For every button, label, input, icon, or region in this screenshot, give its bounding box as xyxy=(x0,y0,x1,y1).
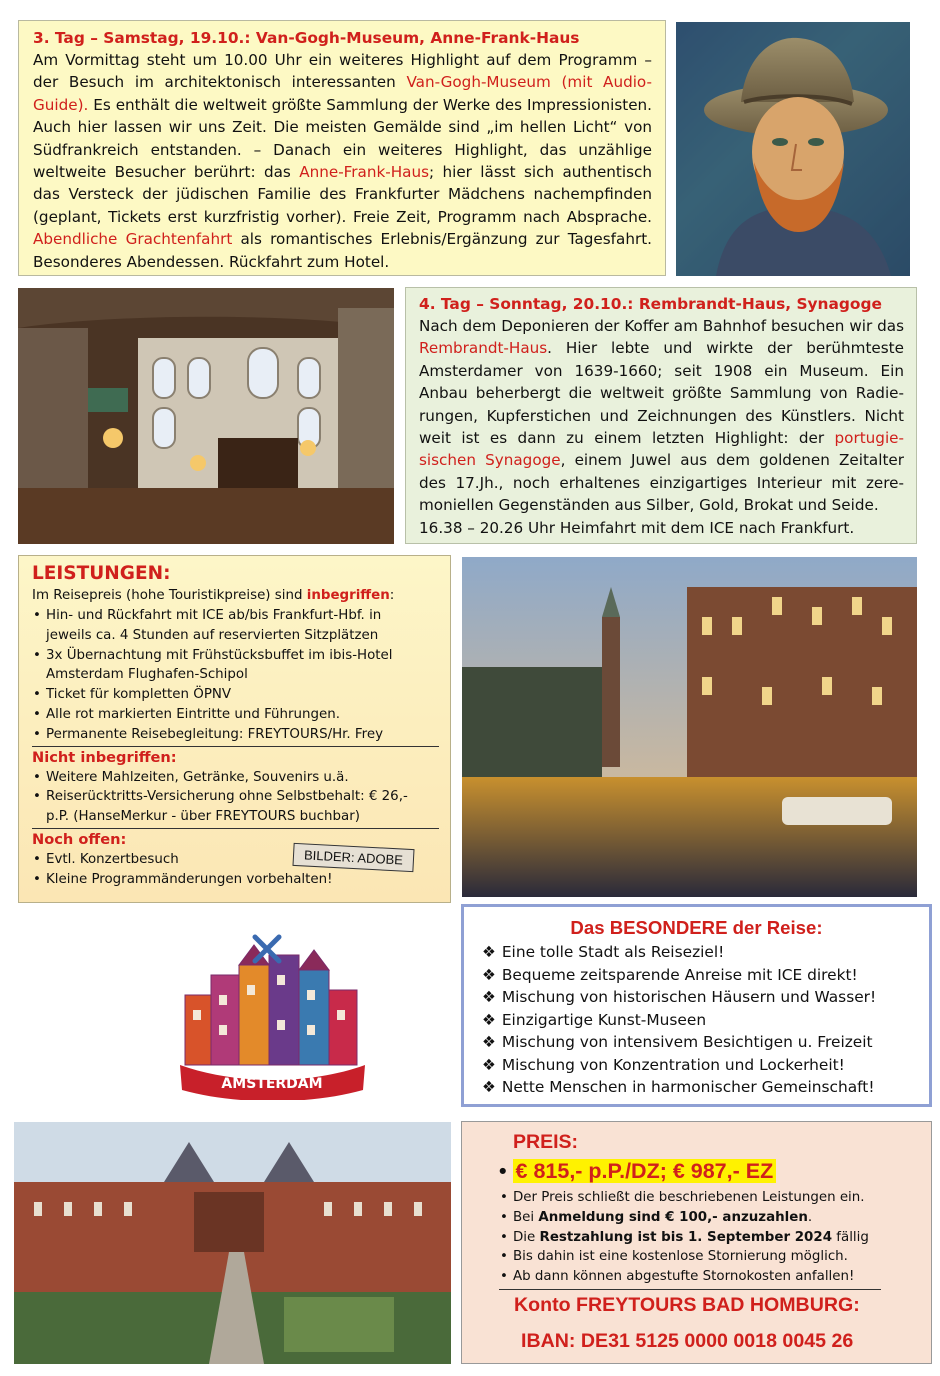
day4-highlight-rembrandt: Rembrandt-Haus xyxy=(419,339,548,358)
list-item xyxy=(482,941,929,964)
list-item-text: Bequeme zeitsparende Anreise mit ICE direkt! xyxy=(501,965,858,984)
list-item: • Evtl. Konzertbesuch xyxy=(32,850,440,870)
list-item-text: . xyxy=(807,1209,813,1225)
list-item: • Ticket für kompletten ÖPNV xyxy=(32,685,412,705)
diamond-bullet-icon: ❖ xyxy=(482,965,496,984)
day3-text-part: Am Vormittag steht um 10.00 Uhr ein weiteres Highlight auf dem Programm – der Besuch im architektonisch interessanten xyxy=(33,51,652,92)
diamond-bullet-icon: ❖ xyxy=(482,1055,496,1074)
list-item-text: Eine tolle Stadt als Reiseziel! xyxy=(501,943,725,961)
amsterdam-logo-svg xyxy=(175,925,370,1100)
list-item xyxy=(499,1267,931,1287)
day3-highlight-anne-frank: Anne-Frank-Haus xyxy=(299,163,430,182)
list-item: • Weitere Mahlzeiten, Getränke, Souvenirs u.ä. xyxy=(32,768,432,788)
day4-title: 4. Tag – Sonntag, 20.10.: Rembrandt-Haus, Synagoge xyxy=(419,295,882,313)
bullet-icon: • xyxy=(499,1159,507,1183)
list-item-bold: Restzahlung ist bis 1. September 2024 xyxy=(539,1229,833,1245)
list-item-text: Bei xyxy=(513,1209,539,1225)
day3-box xyxy=(18,20,666,276)
diamond-bullet-icon: ❖ xyxy=(482,988,496,1006)
besondere-title: Das BESONDERE der Reise: xyxy=(570,917,823,938)
list-item xyxy=(482,1009,929,1032)
list-item: • Permanente Reisebegleitung: FREYTOURS/Hr. Frey xyxy=(32,725,412,745)
day3-text-part: als romantisches Erlebnis/Ergänzung zur Tagesfahrt. Besonderes Abendessen. Rückfahrt zum Hotel. xyxy=(33,230,652,271)
list-item: • Kleine Programmänderungen vorbehalten! xyxy=(32,870,440,890)
list-item-text: Die xyxy=(513,1229,540,1245)
preis-list xyxy=(499,1188,931,1287)
amsterdam-logo-text: AMSTERDAM xyxy=(221,1076,323,1092)
list-item-text: Ab dann können abgestufte Stornokosten anfallen! xyxy=(513,1269,855,1285)
day4-highlight-synagoge: portugiesischen Synagoge xyxy=(419,429,904,470)
day3-text-part: ; hier lässt sich authentisch das Versteck der jüdischen Familie des Frankfurter Mädchens nachempfinden (geplant, Tickets erst kurzfristig vorher). Freie Zeit, Programm nach Absprache. xyxy=(33,163,652,226)
synagogue-svg xyxy=(18,288,394,544)
not-included-list xyxy=(32,768,432,827)
iban: IBAN: DE31 5125 0000 0018 0045 26 xyxy=(521,1329,854,1352)
diamond-bullet-icon: ❖ xyxy=(482,943,496,961)
besondere-box xyxy=(461,904,932,1107)
day3-highlight-van-gogh: Van-Gogh-Museum (mit Audio-Guide). xyxy=(33,73,652,114)
leistungen-intro-bold: inbegriffen xyxy=(306,588,390,603)
van-gogh-portrait-image xyxy=(676,22,910,276)
list-item xyxy=(499,1247,931,1267)
list-item-text: Einzigartige Kunst-Museen xyxy=(501,1010,707,1029)
day3-text-part: Es enthält die weltweit größte Sammlung der Werke des Impressionisten. Auch hier lassen wir uns Zeit. Die meisten Gemälde sind „im hellen Licht“ von Südfrankreich entstanden. – Danach ein weiteres Highlight, das unzählige weltweite Besucher berührt: das xyxy=(33,95,652,182)
leistungen-intro-text: Im Reisepreis (hohe Touristikpreise) sind xyxy=(32,588,307,603)
divider xyxy=(499,1289,881,1290)
list-item xyxy=(499,1228,931,1248)
open-title: Noch offen: xyxy=(32,830,127,848)
diamond-bullet-icon: ❖ xyxy=(482,1033,496,1051)
leistungen-intro-colon: : xyxy=(389,588,395,603)
list-item xyxy=(499,1208,931,1228)
list-item-text: fällig xyxy=(832,1229,869,1245)
price-main-text: € 815,- p.P./DZ; € 987,- EZ xyxy=(513,1159,777,1183)
list-item xyxy=(482,986,929,1009)
list-item-bold: Anmeldung sind € 100,- anzuzahlen xyxy=(538,1209,808,1225)
day3-text xyxy=(33,49,652,273)
day4-text-part: Nach dem Deponieren der Koffer am Bahnhof besuchen wir das xyxy=(419,317,904,335)
list-item-text: Nette Menschen in harmonischer Gemeinschaft! xyxy=(501,1078,875,1096)
list-item: • 3x Übernachtung mit Frühstücksbuffet im ibis-Hotel Amsterdam Flughafen-Schipol xyxy=(32,646,412,686)
day3-highlight-grachtenfahrt: Abendliche Grachtenfahrt xyxy=(33,230,233,249)
amsterdam-logo xyxy=(175,925,370,1100)
day4-text xyxy=(419,315,904,517)
list-item-text: Mischung von intensivem Besichtigen u. Freizeit xyxy=(501,1033,873,1051)
list-item-text: Bis dahin ist eine kostenlose Stornierung möglich. xyxy=(513,1249,848,1265)
konto-title: Konto FREYTOURS BAD HOMBURG: xyxy=(514,1293,860,1316)
leistungen-box xyxy=(18,555,451,903)
day4-box xyxy=(405,287,917,544)
list-item xyxy=(482,964,929,987)
day4-text-part: , einem Juwel aus dem goldenen Zeitalter des 17.Jh., noch erhaltenes einzigartiges Interieur mit zeremoniellen Gegenständen aus Silber, Gold, Brokat und Seide. xyxy=(419,451,905,515)
leistungen-intro xyxy=(32,586,440,606)
preis-box xyxy=(461,1121,932,1364)
rijksmuseum-svg xyxy=(14,1122,451,1364)
amsterdam-canal-image xyxy=(462,557,917,897)
price-main xyxy=(499,1156,931,1186)
besondere-list xyxy=(482,941,929,1099)
leistungen-title: LEISTUNGEN: xyxy=(32,563,171,584)
van-gogh-portrait-svg xyxy=(676,22,910,276)
list-item-text: Der Preis schließt die beschriebenen Leistungen ein. xyxy=(513,1190,865,1205)
day3-title: 3. Tag – Samstag, 19.10.: Van-Gogh-Museum, Anne-Frank-Haus xyxy=(33,29,580,47)
list-item-text: Mischung von historischen Häusern und Wasser! xyxy=(501,988,877,1006)
not-included-title: Nicht inbegriffen: xyxy=(32,748,177,766)
day4-return-trip: 16.38 – 20.26 Uhr Heimfahrt mit dem ICE nach Frankfurt. xyxy=(419,518,855,537)
list-item: • Reiserücktritts-Versicherung ohne Selbstbehalt: € 26,- p.P. (HanseMerkur - über FREYTOURS buchbar) xyxy=(32,787,432,827)
list-item-text: Mischung von Konzentration und Lockerheit! xyxy=(501,1055,845,1074)
image-credit-stamp: BILDER: ADOBE xyxy=(292,843,414,872)
diamond-bullet-icon: ❖ xyxy=(482,1010,496,1029)
canal-svg xyxy=(462,557,917,897)
list-item xyxy=(482,1054,929,1077)
preis-title: PREIS: xyxy=(513,1131,579,1153)
list-item: • Hin- und Rückfahrt mit ICE ab/bis Frankfurt-Hbf. in jeweils ca. 4 Stunden auf reservierten Sitzplätzen xyxy=(32,606,412,646)
list-item: • Alle rot markierten Eintritte und Führungen. xyxy=(32,705,412,725)
list-item xyxy=(482,1076,929,1099)
diamond-bullet-icon: ❖ xyxy=(482,1078,496,1096)
list-item xyxy=(499,1188,931,1208)
rijksmuseum-image xyxy=(14,1122,451,1364)
included-list xyxy=(32,606,412,745)
list-item xyxy=(482,1031,929,1054)
synagogue-interior-image xyxy=(18,288,394,544)
day4-text-part: . Hier lebte und wirkte der berühmteste Amsterdamer von 1639-1660; seit 1908 ein Museum. Ein Anbau beherbergt die weltweit größte Sammlung von Radierungen, Kupferstichen und Zeichnungen des Künstlers. Nicht weit ist es dann zu einem letzten Highlight: der xyxy=(419,339,904,448)
